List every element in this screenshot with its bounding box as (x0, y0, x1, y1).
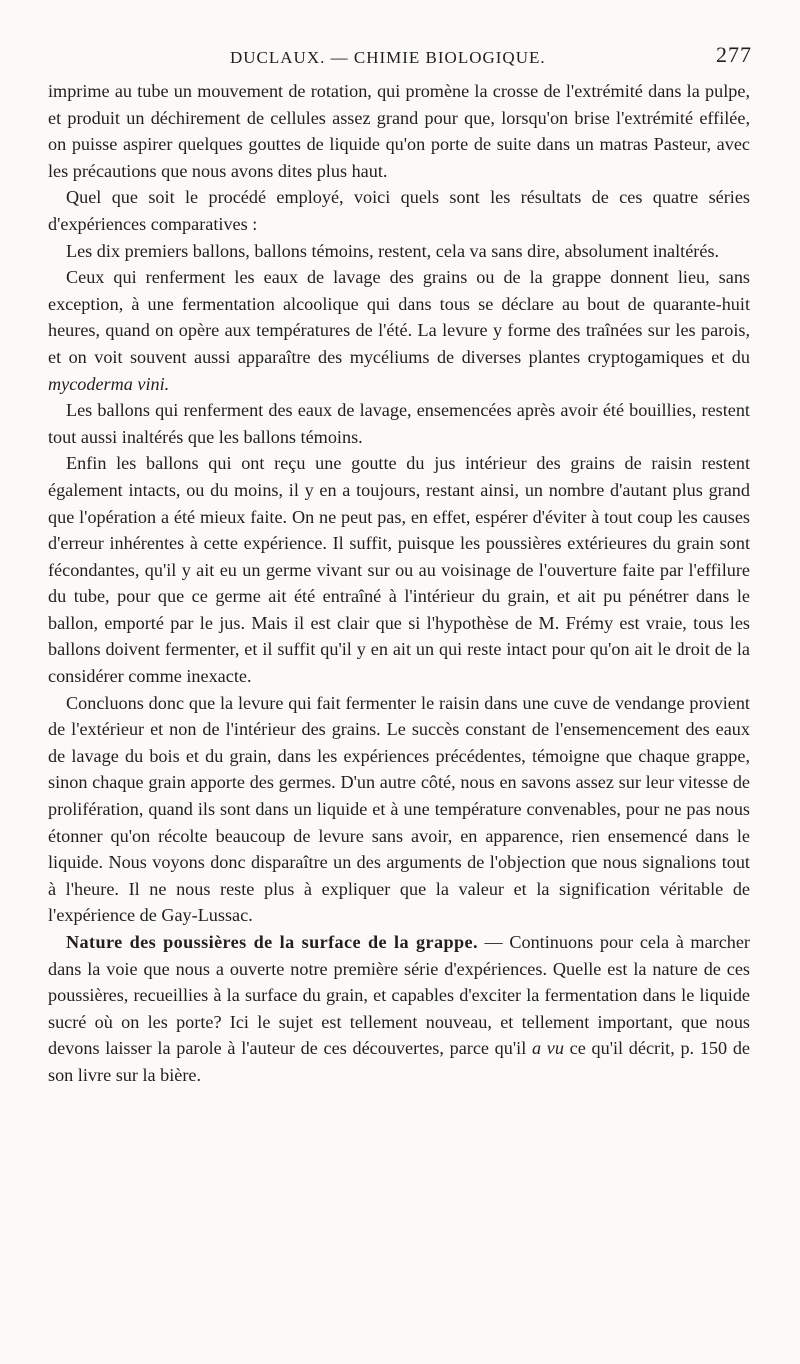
italic-term: a vu (531, 1038, 564, 1059)
paragraph: imprime au tube un mouvement de rotation, qui promène la crosse de l'extrémité dans la pulpe, et produit un déchirement de cellules assez grand pour que, lorsqu'on brise l'extrémité effilée, on puisse aspirer quelques gouttes de liquide qu'on porte de suite dans un matras Pasteur, avec les précautions que nous avons dites plus haut. (48, 81, 750, 181)
italic-term: mycoderma vini. (48, 373, 170, 394)
paragraph: Les ballons qui renferment des eaux de lavage, ensemencées après avoir été bouillies, restent tout aussi inaltérés que les ballons témoins. (48, 400, 750, 447)
section-text: — Continuons pour cela à marcher dans la voie que nous a ouverte notre première série d'expériences. Quelle est la nature de ces poussières, recueillies à la surface du grain, et capables d'exciter la fermentation dans le liquide sucré où on les porte? Ici le sujet est tellement nouveau, et tellement important, que nous devons laisser la parole à l'auteur de ces découvertes, parce qu'il (48, 932, 750, 1059)
document-page (48, 42, 750, 1089)
running-title: DUCLAUX. — CHIMIE BIOLOGIQUE. (230, 48, 546, 67)
paragraph: Les dix premiers ballons, ballons témoins, restent, cela va sans dire, absolument inaltérés. (66, 240, 720, 261)
paragraph (48, 264, 750, 397)
section-title: Nature des poussières de la surface de la grappe. (66, 932, 478, 952)
paragraph: Concluons donc que la levure qui fait fermenter le raisin dans une cuve de vendange provient de l'extérieur et non de l'intérieur des grains. Le succès constant de l'ensemencement des eaux de lavage du bois et du grain, dans les expériences précédentes, témoigne que chaque grappe, sinon chaque grain apporte des germes. D'un autre côté, nous en savons assez sur leur vitesse de prolifération, quand ils sont dans un liquide et à une température convenables, pour ne pas nous étonner qu'on récolte beaucoup de levure sans avoir, en apparence, rien ensemencé dans le liquide. Nous voyons donc disparaître un des arguments de l'objection que nous signalions tout à l'heure. Il ne nous reste plus à expliquer que la valeur et la signification véritable de l'expérience de Gay-Lussac. (48, 692, 750, 926)
page-number: 277 (716, 42, 752, 67)
page-header (48, 42, 750, 78)
paragraph: Enfin les ballons qui ont reçu une goutte du jus intérieur des grains de raisin restent également intacts, ou du moins, il y en a toujours, restant ainsi, un nombre d'autant plus grand que l'opération a été mieux faite. On ne peut pas, en effet, espérer d'éviter à tout coup les causes d'erreur inhérentes à cette expérience. Il suffit, puisque les poussières extérieures du grain sont fécondantes, qu'il y ait eu un germe vivant sur ou au voisinage de l'ouverture faite par l'effilure du tube, pour que ce germe ait été entraîné à l'intérieur du grain, et ait pu pénétrer dans le ballon, emporté par le jus. Mais il est clair que si l'hypothèse de M. Frémy est vraie, tous les ballons doivent fermenter, et il suffit qu'il y en ait un qui reste intact pour qu'on ait le droit de la considérer comme inexacte. (48, 453, 750, 687)
body-text (48, 78, 750, 1089)
paragraph-text: Ceux qui renferment les eaux de lavage des grains ou de la grappe donnent lieu, sans exception, à une fermentation alcoolique qui dans tous se déclare au bout de quarante-huit heures, quand on opère aux températures de l'été. La levure y forme des traînées sur les parois, et on voit souvent aussi apparaître des mycéliums de diverses plantes cryptogamiques et du (48, 267, 750, 367)
paragraph: Quel que soit le procédé employé, voici quels sont les résultats de ces quatre séries d'expériences comparatives : (48, 187, 750, 234)
section-paragraph (48, 929, 750, 1089)
section-text: ce qu'il décrit, p. 150 de son livre sur la bière. (48, 1038, 750, 1085)
